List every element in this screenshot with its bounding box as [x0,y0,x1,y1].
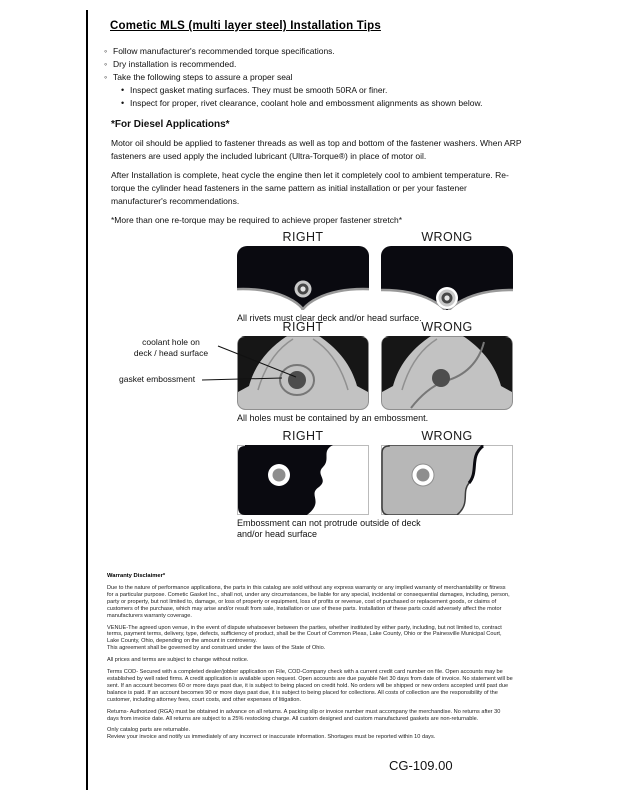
right-label: RIGHT [282,230,324,244]
diagram-caption: All rivets must clear deck and/or head surface. [237,313,422,323]
page-number: CG-109.00 [389,758,453,773]
embossment-wrong-diagram [381,336,513,410]
open-bullet-icon: ◦ [104,46,108,56]
right-label: RIGHT [282,429,324,443]
warranty-paragraph: This agreement shall be governed by and construed under the laws of the State of Ohio. [107,645,326,652]
list-item [104,45,582,58]
list-item [121,97,582,110]
retorque-note: *More than one re-torque may be required to achieve proper fastener stretch* [111,215,403,225]
list-item-text: Take the following steps to assure a proper seal [113,72,293,82]
rivet-wrong-diagram [381,246,513,310]
right-label: RIGHT [282,320,324,334]
list-item-text: Dry installation is recommended. [113,59,237,69]
body-paragraph: Motor oil should be applied to fastener threads as well as top and bottom of the fastener washers. When ARP fasteners are used apply the included lubricant (Ultra-Torque®) in place of motor oil. [111,138,522,161]
warranty-paragraph: All prices and terms are subject to change without notice. [107,657,249,664]
warranty-disclaimer-section [107,573,513,746]
wrong-label: WRONG [421,429,473,443]
diagram-caption: Embossment can not protrude outside of deck and/or head surface [237,518,421,539]
diagram-caption: All holes must be contained by an embossment. [237,413,429,423]
warranty-paragraph: Returns- Authorized (RGA) must be obtained in advance on all returns. A packing slip or invoice number must accompany the merchandise. No returns after 30 days from invoice date. All returns are subject to a 25% restocking charge. All custom designed and custom manufactured gaskets are non-returnable. [107,708,501,722]
callout-leader-lines [196,336,306,386]
diagram-row-rivets [237,230,513,323]
warranty-paragraph: Due to the nature of performance applications, the parts in this catalog are sold without any express warranty or any implied warranty of merchantability or fitness for a particular purpose. Cometic Gasket Inc., shall not, under any circumstances, be liable for any special, incidental or consequential damages, including, person, party or property, but not limited to, damage, or loss of property or equipment, loss of profits or revenue, cost of purchased or replacement goods, or claims of customers of the purchase, which may arise and/or result from sale, installation or use of these parts. Installation of these parts could adversely affect the motor manufacturers warranty coverage. [107,585,510,619]
diesel-applications-section [111,119,525,233]
diagram-images [237,445,513,515]
callout-text: deck / head surface [133,348,209,358]
list-item [121,84,582,97]
filled-bullet-icon: • [121,98,125,108]
open-bullet-icon: ◦ [104,72,108,82]
list-item-text: Inspect gasket mating surfaces. They must be smooth 50RA or finer. [130,85,388,95]
diagram-images [237,246,513,310]
list-item-text: Inspect for proper, rivet clearance, coolant hole and embossment alignments as shown below. [130,98,483,108]
warranty-paragraph: Terms COD- Secured with a completed dealer/jobber application on File, COD-Company check with a current credit card number on file. Open accounts may be established by well rated firms. A credit application is available upon request. Open accounts are due payable Net 30 days from date of invoice. No statement will be sent. If an account becomes 60 or more days past due, it is subject to being placed on credit hold. No orders will be shipped or new orders accepted until past due balance is paid. If an account becomes 90 or more days past due, it is subject to being placed for collections. All costs of collection are the responsibility of the customer, including attorney fees, court costs, and other expenses of litigation. [107,669,513,703]
diagram-row-protrusion [237,429,513,540]
filled-bullet-icon: • [121,85,125,95]
list-item-text: Follow manufacturer's recommended torque specifications. [113,46,335,56]
warranty-paragraph: Only catalog parts are returnable. [107,727,191,734]
protrusion-wrong-diagram [381,445,513,515]
diagram-labels [237,320,513,334]
section-heading: *For Diesel Applications* [111,119,230,130]
diagram-labels [237,230,513,244]
rivet-right-diagram [237,246,369,310]
wrong-label: WRONG [421,230,473,244]
callout-text: coolant hole on [142,337,200,347]
gasket-embossment-callout: gasket embossment [119,374,196,384]
warranty-paragraph: Review your invoice and notify us immediately of any incorrect or inaccurate information. Shortages must be reported within 10 days. [107,734,436,741]
protrusion-right-diagram [237,445,369,515]
body-paragraph: After Installation is complete, heat cycle the engine then let it completely cool to ambient temperature. Re-torque the cylinder head fasteners in the same pattern as initial installation or per your fastener manufacturer's recommendations. [111,170,509,206]
page-title: Cometic MLS (multi layer steel) Installation Tips [110,20,381,32]
wrong-label: WRONG [421,320,473,334]
tips-list [104,45,582,110]
diagram-labels [237,429,513,443]
list-item [104,58,582,71]
list-item [104,71,582,84]
warranty-heading: Warranty Disclaimer* [107,573,166,579]
left-margin-rule [86,10,88,790]
open-bullet-icon: ◦ [104,59,108,69]
warranty-paragraph: VENUE-The agreed upon venue, in the event of dispute whatsoever between the parties, whether instituted by either party, including, but not limited to, contract terms, payment terms, delivery, type, defects, sufficiency of product, shall be the Court of Common Pleas, Lake County, Ohio or the Painesville Municipal Court, Lake County, Ohio, depending on the amount in controversy. [107,624,502,645]
